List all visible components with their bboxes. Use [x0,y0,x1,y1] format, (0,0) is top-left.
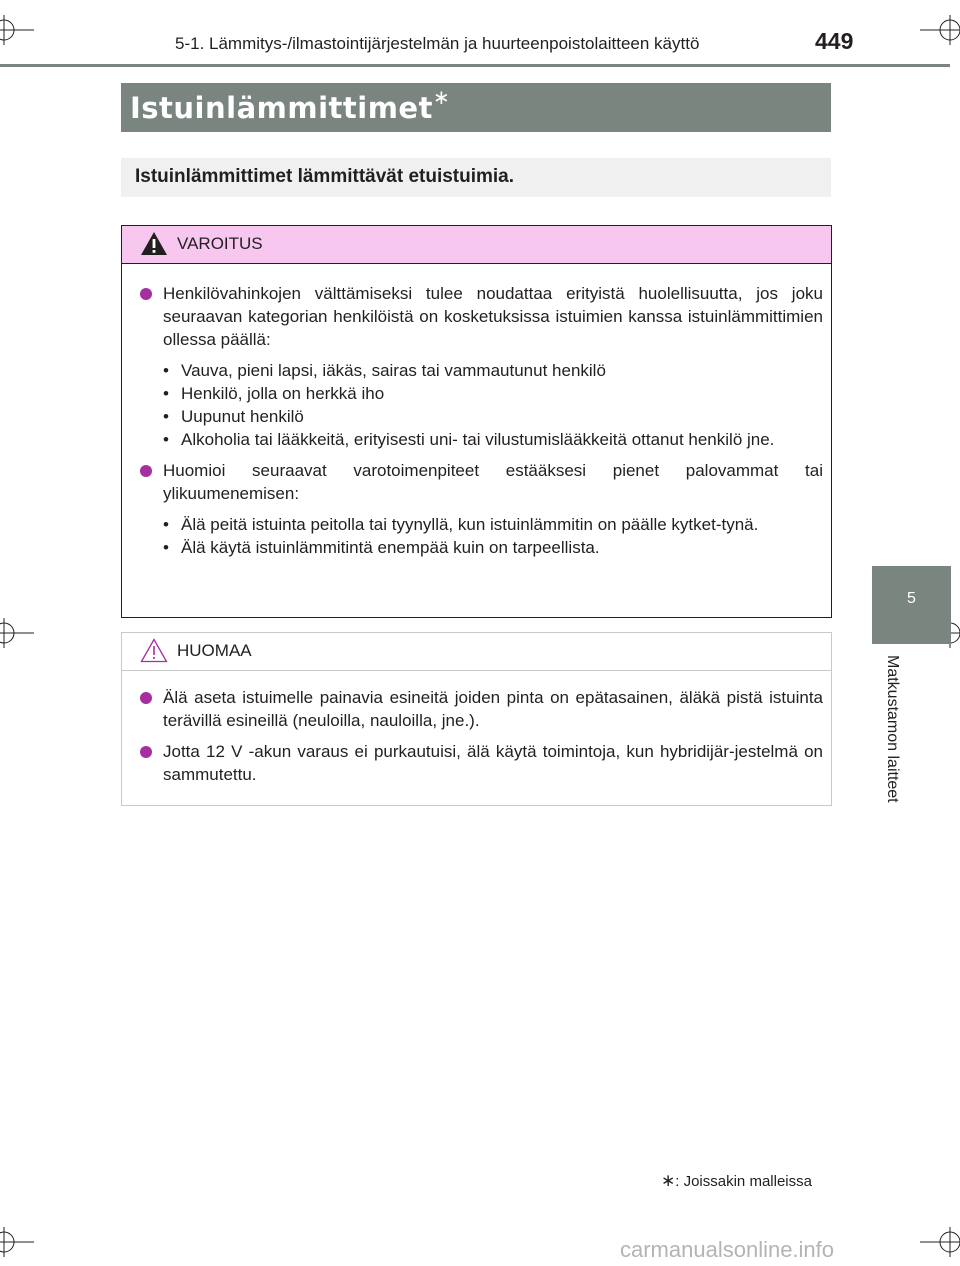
bullet-dot-icon [140,465,152,477]
list-item: • Henkilö, jolla on herkkä iho [163,384,385,403]
footnote-text: : Joissakin malleissa [675,1173,812,1190]
warning-header [122,226,831,264]
watermark: carmanualsonline.info [620,1237,835,1262]
notice-label: HUOMAA [177,641,252,660]
warning-paragraph: Henkilövahinkojen välttämiseksi tulee noudattaa erityistä huolellisuutta, jos joku seuraavan kategorian henkilöistä on kosketuksissa istuimien kanssa istuinlämmittimien ollessa päällä: [136,282,823,351]
warning-content [136,282,823,567]
bullet-icon: • [163,407,169,426]
list-item: • Älä peitä istuinta peitolla tai tyynyllä, kun istuinlämmitin on päälle kytket-tynä. [163,515,759,534]
list-item: • Alkoholia tai lääkkeitä, erityisesti uni- tai vilustumislääkkeitä ottanut henkilö jne. [163,430,775,449]
model-variant-marker: ∗ [432,85,451,109]
section-summary-box [121,158,831,197]
bullet-icon: • [163,538,169,557]
section-title [130,85,451,125]
list-item: • Älä käytä istuinlämmitintä enempää kuin on tarpeellista. [163,538,600,557]
section-title-bar [121,83,831,132]
footnote-marker: ∗ [661,1171,676,1190]
caution-triangle-outline-icon [140,638,168,668]
running-header: 5-1. Lämmitys-/ilmastointijärjestelmän ja huurteenpoistolaitteen käyttö [175,34,700,53]
bullet-dot-icon [140,692,152,704]
bullet-icon: • [163,515,169,534]
notice-paragraph: Älä aseta istuimelle painavia esineitä joiden pinta on epätasainen, äläkä pistä istuinta terävillä esineillä (neuloilla, nauloilla, jne.). [136,686,823,732]
registration-mark-icon [0,1222,34,1262]
header-rule [0,64,950,67]
list-item: • Uupunut henkilö [163,407,304,426]
chapter-label: Matkustamon laitteet [884,655,901,803]
chapter-number: 5 [907,590,916,607]
warning-sub-list [136,359,823,451]
notice-paragraph: Jotta 12 V -akun varaus ei purkautuisi, älä käytä toimintoja, kun hybridijär-jestelmä on sammutettu. [136,740,823,786]
warning-label: VAROITUS [177,234,263,253]
registration-mark-icon [920,10,960,50]
bullet-icon: • [163,361,169,380]
bullet-icon: • [163,384,169,403]
list-item: • Vauva, pieni lapsi, iäkäs, sairas tai vammautunut henkilö [163,361,606,380]
registration-mark-icon [0,613,34,653]
section-title-text: Istuinlämmittimet [130,91,433,125]
section-summary: Istuinlämmittimet lämmittävät etuistuimia. [135,166,515,187]
notice-header [122,633,831,671]
bullet-dot-icon [140,746,152,758]
warning-box [121,225,832,618]
warning-paragraph: Huomioi seuraavat varotoimenpiteet estääksesi pienet palovammat tai ylikuumenemisen: [136,459,823,505]
registration-mark-icon [0,10,34,50]
page-number: 449 [815,28,854,54]
chapter-tab [872,566,951,644]
bullet-dot-icon [140,288,152,300]
warning-sub-list [136,513,823,559]
notice-box [121,632,832,806]
registration-mark-icon [920,1222,960,1262]
warning-triangle-icon [140,231,168,261]
footnote [661,1171,812,1191]
bullet-icon: • [163,430,169,449]
notice-content [136,686,823,794]
